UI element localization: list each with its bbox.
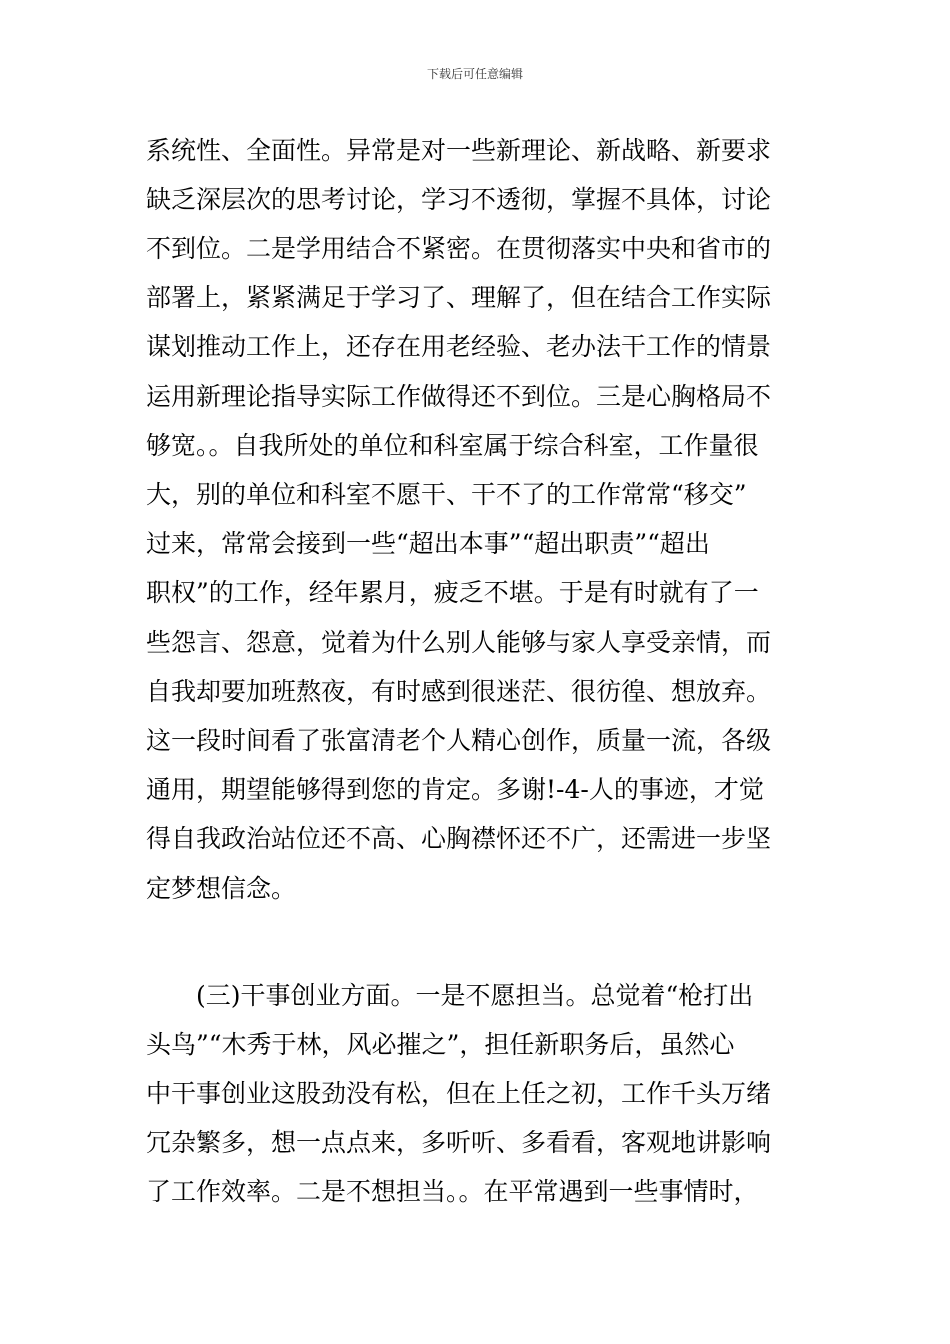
text-line: 运用新理论指导实际工作做得还不到位。三是心胸格局不	[146, 382, 772, 411]
text-line: 得自我政治站位还不高、心胸襟怀还不广，还需进一步坚	[146, 824, 772, 853]
text-line: 中干事创业这股劲没有松，但在上任之初，工作千头万绪	[146, 1079, 772, 1108]
text-line: 定梦想信念。	[146, 874, 297, 903]
text-line: 头鸟”“木秀于林，风必摧之”，担任新职务后，虽然心	[146, 1030, 735, 1059]
text-line: 部署上，紧紧满足于学习了、理解了，但在结合工作实际	[146, 283, 772, 312]
text-line: 冗杂繁多，想一点点来，多听听、多看看，客观地讲影响	[146, 1128, 772, 1157]
page-header: 下载后可任意编辑	[426, 67, 523, 81]
text-line: 系统性、全面性。异常是对一些新理论、新战略、新要求	[146, 136, 772, 165]
text-line: 不到位。二是学用结合不紧密。在贯彻落实中央和省市的	[146, 234, 772, 263]
text-line: 谋划推动工作上，还存在用老经验、老办法干工作的情景	[146, 332, 772, 361]
text-line: 够宽。。自我所处的单位和科室属于综合科室，工作量很	[146, 431, 759, 460]
text-line: 些怨言、怨意，觉着为什么别人能够与家人享受亲情，而	[146, 628, 772, 657]
text-line: 自我却要加班熬夜，有时感到很迷茫、很彷徨、想放弃。	[146, 677, 772, 706]
text-line: 这一段时间看了张富清老个人精心创作，质量一流，各级	[146, 726, 772, 755]
text-line: 了工作效率。二是不想担当。。在平常遇到一些事情时，	[146, 1177, 759, 1206]
text-line: (三)干事创业方面。一是不愿担当。总觉着“枪打出	[146, 981, 754, 1010]
text-line: 通用，期望能够得到您的肯定。多谢!-4-人的事迹，才觉	[146, 775, 764, 804]
text-line: 职权”的工作，经年累月，疲乏不堪。于是有时就有了一	[146, 578, 759, 607]
text-line: 缺乏深层次的思考讨论，学习不透彻，掌握不具体，讨论	[146, 185, 772, 214]
text-line: 大，别的单位和科室不愿干、干不了的工作常常“移交”	[146, 480, 747, 509]
text-line: 过来，常常会接到一些“超出本事”“超出职责”“超出	[146, 529, 710, 558]
